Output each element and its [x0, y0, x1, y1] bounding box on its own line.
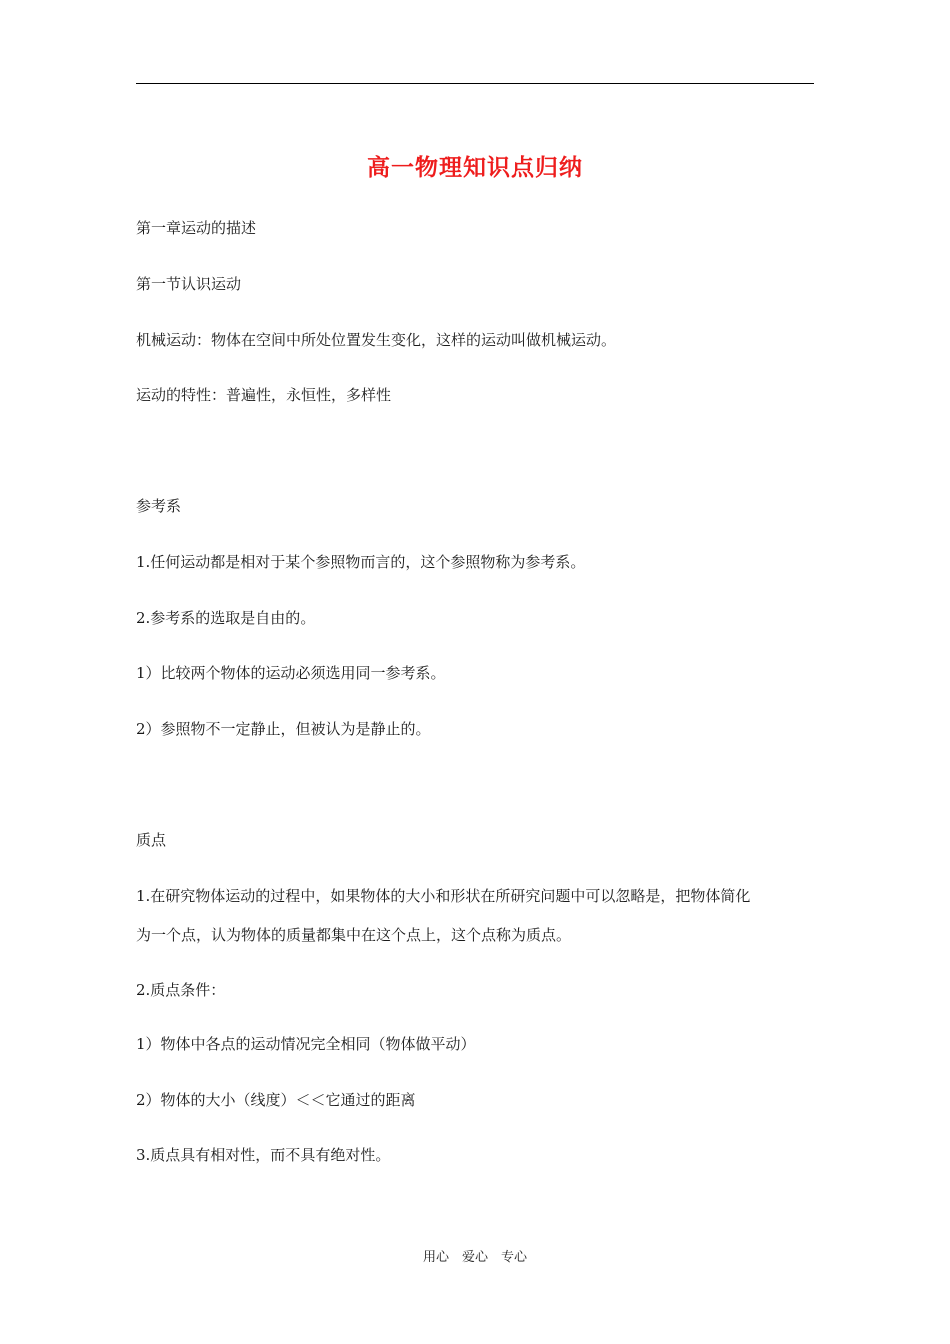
page-footer: 用心 爱心 专心 [422, 1250, 527, 1265]
reference-frame-subitem-1: 1）比较两个物体的运动必须选用同一参考系。 [136, 664, 446, 682]
particle-item-1-line-1: 1.在研究物体运动的过程中，如果物体的大小和形状在所研究问题中可以忽略是，把物体简化 [136, 887, 751, 905]
section-heading: 第一节认识运动 [136, 275, 242, 293]
reference-frame-item-1: 1.任何运动都是相对于某个参照物而言的，这个参照物称为参考系。 [136, 553, 586, 571]
particle-subitem-1: 1）物体中各点的运动情况完全相同（物体做平动） [136, 1035, 476, 1053]
particle-item-3: 3.质点具有相对性，而不具有绝对性。 [136, 1146, 391, 1164]
reference-frame-item-2: 2.参考系的选取是自由的。 [136, 609, 316, 627]
paragraph-motion-traits: 运动的特性：普遍性，永恒性，多样性 [136, 386, 392, 404]
particle-heading: 质点 [136, 831, 167, 849]
particle-item-2: 2.质点条件： [136, 981, 226, 999]
chapter-heading: 第一章运动的描述 [136, 219, 257, 237]
reference-frame-heading: 参考系 [136, 497, 182, 515]
document-title: 高一物理知识点归纳 [367, 154, 583, 181]
paragraph-mechanical-motion: 机械运动：物体在空间中所处位置发生变化，这样的运动叫做机械运动。 [136, 331, 617, 349]
reference-frame-subitem-2: 2）参照物不一定静止，但被认为是静止的。 [136, 720, 431, 738]
particle-item-1-line-2: 为一个点，认为物体的质量都集中在这个点上，这个点称为质点。 [136, 926, 572, 944]
particle-subitem-2: 2）物体的大小（线度）＜＜它通过的距离 [136, 1091, 416, 1109]
header-rule [136, 83, 814, 84]
